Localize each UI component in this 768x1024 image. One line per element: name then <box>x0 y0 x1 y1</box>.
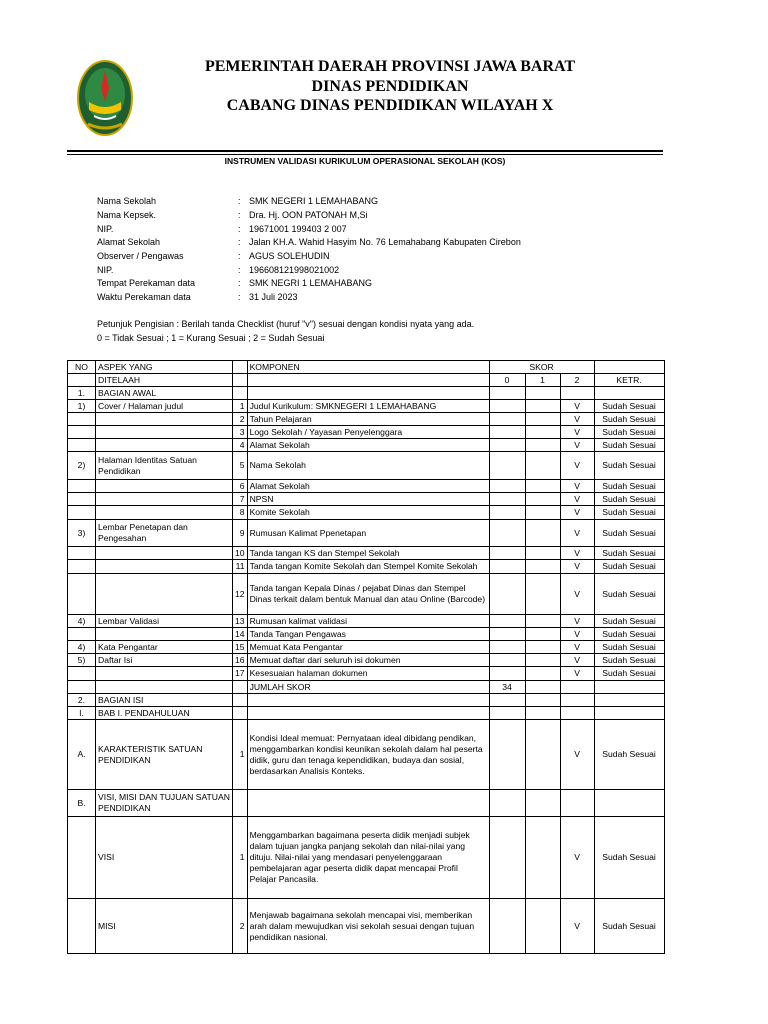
row-aspek: Halaman Identitas Satuan Pendidikan <box>96 452 233 480</box>
table-row <box>68 439 665 452</box>
row-komponen <box>247 707 489 720</box>
row-aspek: Kata Pengantar <box>96 641 233 654</box>
row-score-1 <box>525 506 560 520</box>
row-score-2: V <box>560 628 594 641</box>
header-ketr: KETR. <box>594 374 664 387</box>
row-keterangan: Sudah Sesuai <box>594 493 664 506</box>
row-aspek <box>96 574 233 615</box>
info-value: 19671001 199403 2 007 <box>249 224 347 234</box>
row-score-0 <box>489 667 525 681</box>
row-no <box>68 493 96 506</box>
row-score-0 <box>489 641 525 654</box>
row-no <box>68 560 96 574</box>
row-score-2: V <box>560 899 594 954</box>
row-keterangan: Sudah Sesuai <box>594 641 664 654</box>
row-komponen <box>247 694 489 707</box>
row-keterangan <box>594 681 664 694</box>
row-score-0: 34 <box>489 681 525 694</box>
row-komponen: Nama Sekolah <box>247 452 489 480</box>
row-score-0 <box>489 615 525 628</box>
row-score-0 <box>489 707 525 720</box>
row-score-0 <box>489 694 525 707</box>
row-no: 4) <box>68 641 96 654</box>
row-keterangan: Sudah Sesuai <box>594 720 664 790</box>
row-keterangan: Sudah Sesuai <box>594 560 664 574</box>
row-score-2: V <box>560 560 594 574</box>
table-row <box>68 790 665 817</box>
table-row <box>68 387 665 400</box>
row-keterangan <box>594 790 664 817</box>
row-aspek <box>96 413 233 426</box>
row-keterangan: Sudah Sesuai <box>594 439 664 452</box>
row-score-1 <box>525 899 560 954</box>
header-empty <box>594 361 664 374</box>
row-item-number <box>233 387 248 400</box>
row-no <box>68 439 96 452</box>
row-keterangan: Sudah Sesuai <box>594 654 664 667</box>
row-no <box>68 547 96 560</box>
header-rule-thin <box>67 154 663 155</box>
row-score-2: V <box>560 520 594 547</box>
row-aspek <box>96 439 233 452</box>
row-no: I. <box>68 707 96 720</box>
row-score-1 <box>525 560 560 574</box>
row-no <box>68 426 96 439</box>
row-komponen: Rumusan Kalimat Ppenetapan <box>247 520 489 547</box>
row-score-2: V <box>560 480 594 493</box>
row-item-number: 17 <box>233 667 248 681</box>
row-score-2: V <box>560 641 594 654</box>
row-score-1 <box>525 667 560 681</box>
row-score-1 <box>525 694 560 707</box>
row-item-number: 15 <box>233 641 248 654</box>
row-komponen: NPSN <box>247 493 489 506</box>
row-aspek: BAGIAN AWAL <box>96 387 233 400</box>
row-komponen: Tanda tangan KS dan Stempel Sekolah <box>247 547 489 560</box>
row-score-2 <box>560 387 594 400</box>
info-value: SMK NEGERI 1 LEMAHABANG <box>249 196 379 206</box>
document-title: INSTRUMEN VALIDASI KURIKULUM OPERASIONAL SEKOLAH (KOS) <box>224 156 506 166</box>
header-score-2: 2 <box>560 374 594 387</box>
row-score-0 <box>489 654 525 667</box>
row-item-number: 3 <box>233 426 248 439</box>
row-score-1 <box>525 452 560 480</box>
info-label: Nama Sekolah <box>97 196 157 206</box>
row-keterangan: Sudah Sesuai <box>594 667 664 681</box>
row-score-2 <box>560 681 594 694</box>
table-row <box>68 574 665 615</box>
header-empty <box>233 361 248 374</box>
row-score-1 <box>525 493 560 506</box>
row-no: 5) <box>68 654 96 667</box>
row-aspek <box>96 493 233 506</box>
row-score-0 <box>489 439 525 452</box>
table-row <box>68 694 665 707</box>
row-keterangan: Sudah Sesuai <box>594 520 664 547</box>
validation-table <box>67 360 665 954</box>
table-row <box>68 547 665 560</box>
row-score-2: V <box>560 426 594 439</box>
row-keterangan: Sudah Sesuai <box>594 899 664 954</box>
row-score-0 <box>489 628 525 641</box>
row-komponen <box>247 790 489 817</box>
table-row <box>68 560 665 574</box>
row-score-0 <box>489 790 525 817</box>
row-score-0 <box>489 426 525 439</box>
row-no <box>68 681 96 694</box>
info-colon: : <box>238 196 241 206</box>
row-item-number: 1 <box>233 720 248 790</box>
info-value: SMK NEGRI 1 LEMAHABANG <box>249 278 373 288</box>
row-score-2: V <box>560 506 594 520</box>
table-row <box>68 506 665 520</box>
row-komponen: Tanda tangan Komite Sekolah dan Stempel Komite Sekolah <box>247 560 489 574</box>
row-aspek: MISI <box>96 899 233 954</box>
info-colon: : <box>238 265 241 275</box>
row-score-0 <box>489 400 525 413</box>
row-aspek <box>96 547 233 560</box>
row-aspek <box>96 560 233 574</box>
row-item-number: 7 <box>233 493 248 506</box>
row-score-0 <box>489 560 525 574</box>
info-colon: : <box>238 224 241 234</box>
info-colon: : <box>238 278 241 288</box>
row-score-1 <box>525 426 560 439</box>
row-no <box>68 628 96 641</box>
table-row <box>68 899 665 954</box>
row-komponen: Logo Sekolah / Yayasan Penyelenggara <box>247 426 489 439</box>
row-score-2: V <box>560 493 594 506</box>
row-score-2 <box>560 694 594 707</box>
row-score-0 <box>489 387 525 400</box>
row-item-number: 13 <box>233 615 248 628</box>
row-komponen: Kondisi Ideal memuat: Pernyataan ideal dibidang pendikan, menggambarkan kondisi keunikan sekolah dalam hal peserta didik, guru dan tenaga kependidikan, budaya dan sosial, berdasarkan Analisis Konteks. <box>247 720 489 790</box>
info-colon: : <box>238 237 241 247</box>
row-score-0 <box>489 413 525 426</box>
header-no: NO <box>68 361 96 374</box>
row-score-1 <box>525 520 560 547</box>
table-header-row <box>68 374 665 387</box>
table-row <box>68 413 665 426</box>
row-score-1 <box>525 574 560 615</box>
table-row <box>68 480 665 493</box>
row-item-number <box>233 681 248 694</box>
row-no <box>68 506 96 520</box>
row-aspek: VISI <box>96 817 233 899</box>
row-score-1 <box>525 790 560 817</box>
row-score-0 <box>489 574 525 615</box>
row-item-number: 6 <box>233 480 248 493</box>
row-komponen: Judul Kurikulum: SMKNEGERI 1 LEMAHABANG <box>247 400 489 413</box>
row-score-1 <box>525 615 560 628</box>
row-komponen: Komite Sekolah <box>247 506 489 520</box>
row-score-2 <box>560 790 594 817</box>
row-keterangan: Sudah Sesuai <box>594 452 664 480</box>
row-komponen: Menjawab bagaimana sekolah mencapai visi, memberikan arah dalam mewujudkan visi sekolah sesuai dengan tujuan pendidikan nasional. <box>247 899 489 954</box>
row-item-number: 2 <box>233 413 248 426</box>
row-item-number: 1 <box>233 400 248 413</box>
row-komponen: Memuat daftar dari seluruh isi dokumen <box>247 654 489 667</box>
table-row <box>68 628 665 641</box>
row-score-2: V <box>560 720 594 790</box>
header-line-3: CABANG DINAS PENDIDIKAN WILAYAH X <box>226 97 554 114</box>
row-score-1 <box>525 654 560 667</box>
row-item-number <box>233 694 248 707</box>
instructions-line-1: Petunjuk Pengisian : Berilah tanda Checklist (huruf "v") sesuai dengan kondisi nyata yang ada. <box>97 319 475 329</box>
row-score-2 <box>560 707 594 720</box>
table-row <box>68 615 665 628</box>
row-no: 3) <box>68 520 96 547</box>
row-aspek: Lembar Validasi <box>96 615 233 628</box>
table-row <box>68 654 665 667</box>
row-item-number: 11 <box>233 560 248 574</box>
row-score-1 <box>525 480 560 493</box>
row-score-1 <box>525 817 560 899</box>
row-score-2: V <box>560 400 594 413</box>
row-score-0 <box>489 720 525 790</box>
info-label: Observer / Pengawas <box>97 251 184 261</box>
info-label: NIP. <box>97 224 114 234</box>
table-row <box>68 681 665 694</box>
row-item-number <box>233 707 248 720</box>
info-value: 196608121998021002 <box>249 265 340 275</box>
info-value: 31 Juli 2023 <box>249 292 298 302</box>
info-value: Dra. Hj. OON PATONAH M,Si <box>249 210 368 220</box>
row-aspek: BAB I. PENDAHULUAN <box>96 707 233 720</box>
row-item-number: 12 <box>233 574 248 615</box>
row-item-number: 14 <box>233 628 248 641</box>
row-score-1 <box>525 707 560 720</box>
row-score-2: V <box>560 452 594 480</box>
info-label: Alamat Sekolah <box>97 237 161 247</box>
table-row <box>68 817 665 899</box>
row-aspek: Cover / Halaman judul <box>96 400 233 413</box>
row-item-number: 16 <box>233 654 248 667</box>
row-no: 2. <box>68 694 96 707</box>
row-komponen <box>247 387 489 400</box>
header-score-0: 0 <box>489 374 525 387</box>
row-no <box>68 480 96 493</box>
row-score-0 <box>489 452 525 480</box>
row-score-0 <box>489 817 525 899</box>
row-aspek: Daftar Isi <box>96 654 233 667</box>
row-keterangan: Sudah Sesuai <box>594 817 664 899</box>
table-row <box>68 641 665 654</box>
row-keterangan: Sudah Sesuai <box>594 413 664 426</box>
table-row <box>68 452 665 480</box>
row-item-number: 9 <box>233 520 248 547</box>
row-keterangan: Sudah Sesuai <box>594 628 664 641</box>
row-komponen: Alamat Sekolah <box>247 480 489 493</box>
row-score-1 <box>525 628 560 641</box>
row-keterangan <box>594 694 664 707</box>
header-line-1: PEMERINTAH DAERAH PROVINSI JAWA BARAT <box>204 58 576 75</box>
row-item-number: 2 <box>233 899 248 954</box>
row-komponen: JUMLAH SKOR <box>247 681 489 694</box>
info-value: Jalan KH.A. Wahid Hasyim No. 76 Lemahabang Kabupaten Cirebon <box>249 237 521 247</box>
west-java-emblem-logo <box>76 58 134 138</box>
row-keterangan: Sudah Sesuai <box>594 547 664 560</box>
row-score-1 <box>525 400 560 413</box>
table-row <box>68 493 665 506</box>
row-aspek <box>96 426 233 439</box>
table-row <box>68 426 665 439</box>
info-label: Waktu Perekaman data <box>97 292 191 302</box>
row-komponen: Rumusan kalimat validasi <box>247 615 489 628</box>
row-item-number: 4 <box>233 439 248 452</box>
info-colon: : <box>238 210 241 220</box>
row-aspek <box>96 480 233 493</box>
header-komponen: KOMPONEN <box>247 361 489 374</box>
header-skor: SKOR <box>489 361 594 374</box>
row-no: 1. <box>68 387 96 400</box>
row-score-0 <box>489 520 525 547</box>
row-aspek: BAGIAN ISI <box>96 694 233 707</box>
row-komponen: Alamat Sekolah <box>247 439 489 452</box>
info-colon: : <box>238 251 241 261</box>
info-value: AGUS SOLEHUDIN <box>249 251 330 261</box>
row-keterangan: Sudah Sesuai <box>594 426 664 439</box>
row-keterangan <box>594 707 664 720</box>
row-item-number <box>233 790 248 817</box>
row-keterangan: Sudah Sesuai <box>594 574 664 615</box>
row-score-2: V <box>560 615 594 628</box>
row-no <box>68 899 96 954</box>
row-aspek <box>96 681 233 694</box>
row-no: 1) <box>68 400 96 413</box>
table-row <box>68 400 665 413</box>
row-score-2: V <box>560 547 594 560</box>
row-score-1 <box>525 641 560 654</box>
row-keterangan: Sudah Sesuai <box>594 615 664 628</box>
row-komponen: Kesesuaian halaman dokumen <box>247 667 489 681</box>
row-score-0 <box>489 493 525 506</box>
row-score-0 <box>489 506 525 520</box>
info-colon: : <box>238 292 241 302</box>
header-empty <box>233 374 248 387</box>
row-aspek: VISI, MISI DAN TUJUAN SATUAN PENDIDIKAN <box>96 790 233 817</box>
row-aspek <box>96 506 233 520</box>
row-score-0 <box>489 480 525 493</box>
row-no: 4) <box>68 615 96 628</box>
info-label: Tempat Perekaman data <box>97 278 196 288</box>
info-label: Nama Kepsek. <box>97 210 157 220</box>
row-keterangan <box>594 387 664 400</box>
row-score-2: V <box>560 574 594 615</box>
row-komponen: Tanda Tangan Pengawas <box>247 628 489 641</box>
header-line-2: DINAS PENDIDIKAN <box>311 78 469 95</box>
row-aspek: KARAKTERISTIK SATUAN PENDIDIKAN <box>96 720 233 790</box>
info-label: NIP. <box>97 265 114 275</box>
row-score-2: V <box>560 439 594 452</box>
row-no: 2) <box>68 452 96 480</box>
row-no: A. <box>68 720 96 790</box>
row-komponen: Tahun Pelajaran <box>247 413 489 426</box>
row-no: B. <box>68 790 96 817</box>
table-header-row <box>68 361 665 374</box>
row-score-1 <box>525 439 560 452</box>
row-score-2: V <box>560 654 594 667</box>
row-item-number: 1 <box>233 817 248 899</box>
row-score-2: V <box>560 413 594 426</box>
row-score-0 <box>489 899 525 954</box>
row-score-1 <box>525 547 560 560</box>
header-empty <box>247 374 489 387</box>
row-score-2: V <box>560 667 594 681</box>
row-aspek <box>96 667 233 681</box>
header-empty <box>68 374 96 387</box>
table-row <box>68 520 665 547</box>
row-keterangan: Sudah Sesuai <box>594 400 664 413</box>
table-row <box>68 720 665 790</box>
row-score-2: V <box>560 817 594 899</box>
row-aspek <box>96 628 233 641</box>
row-item-number: 8 <box>233 506 248 520</box>
row-komponen: Tanda tangan Kepala Dinas / pejabat Dinas dan Stempel Dinas terkait dalam bentuk Manual dan atau Online (Barcode) <box>247 574 489 615</box>
row-komponen: Memuat Kata Pengantar <box>247 641 489 654</box>
row-score-0 <box>489 547 525 560</box>
table-row <box>68 667 665 681</box>
row-no <box>68 413 96 426</box>
row-komponen: Menggambarkan bagaimana peserta didik menjadi subjek dalam tujuan jangka panjang sekolah dan nilai-nilai yang dituju. Nilai-nilai yang mendasari penyelenggaraan pembelajaran agar peserta didik dapat mencapai Profil Pelajar Pancasila. <box>247 817 489 899</box>
row-keterangan: Sudah Sesuai <box>594 506 664 520</box>
header-aspek-2: DITELAAH <box>96 374 233 387</box>
row-item-number: 10 <box>233 547 248 560</box>
header-rule-thick <box>67 150 663 152</box>
row-score-1 <box>525 720 560 790</box>
row-item-number: 5 <box>233 452 248 480</box>
row-score-1 <box>525 387 560 400</box>
row-no <box>68 574 96 615</box>
row-score-1 <box>525 413 560 426</box>
row-aspek: Lembar Penetapan dan Pengesahan <box>96 520 233 547</box>
row-no <box>68 817 96 899</box>
row-no <box>68 667 96 681</box>
row-score-1 <box>525 681 560 694</box>
table-row <box>68 707 665 720</box>
instructions-line-2: 0 = Tidak Sesuai ; 1 = Kurang Sesuai ; 2 = Sudah Sesuai <box>97 333 325 343</box>
row-keterangan: Sudah Sesuai <box>594 480 664 493</box>
header-aspek: ASPEK YANG <box>96 361 233 374</box>
header-score-1: 1 <box>525 374 560 387</box>
